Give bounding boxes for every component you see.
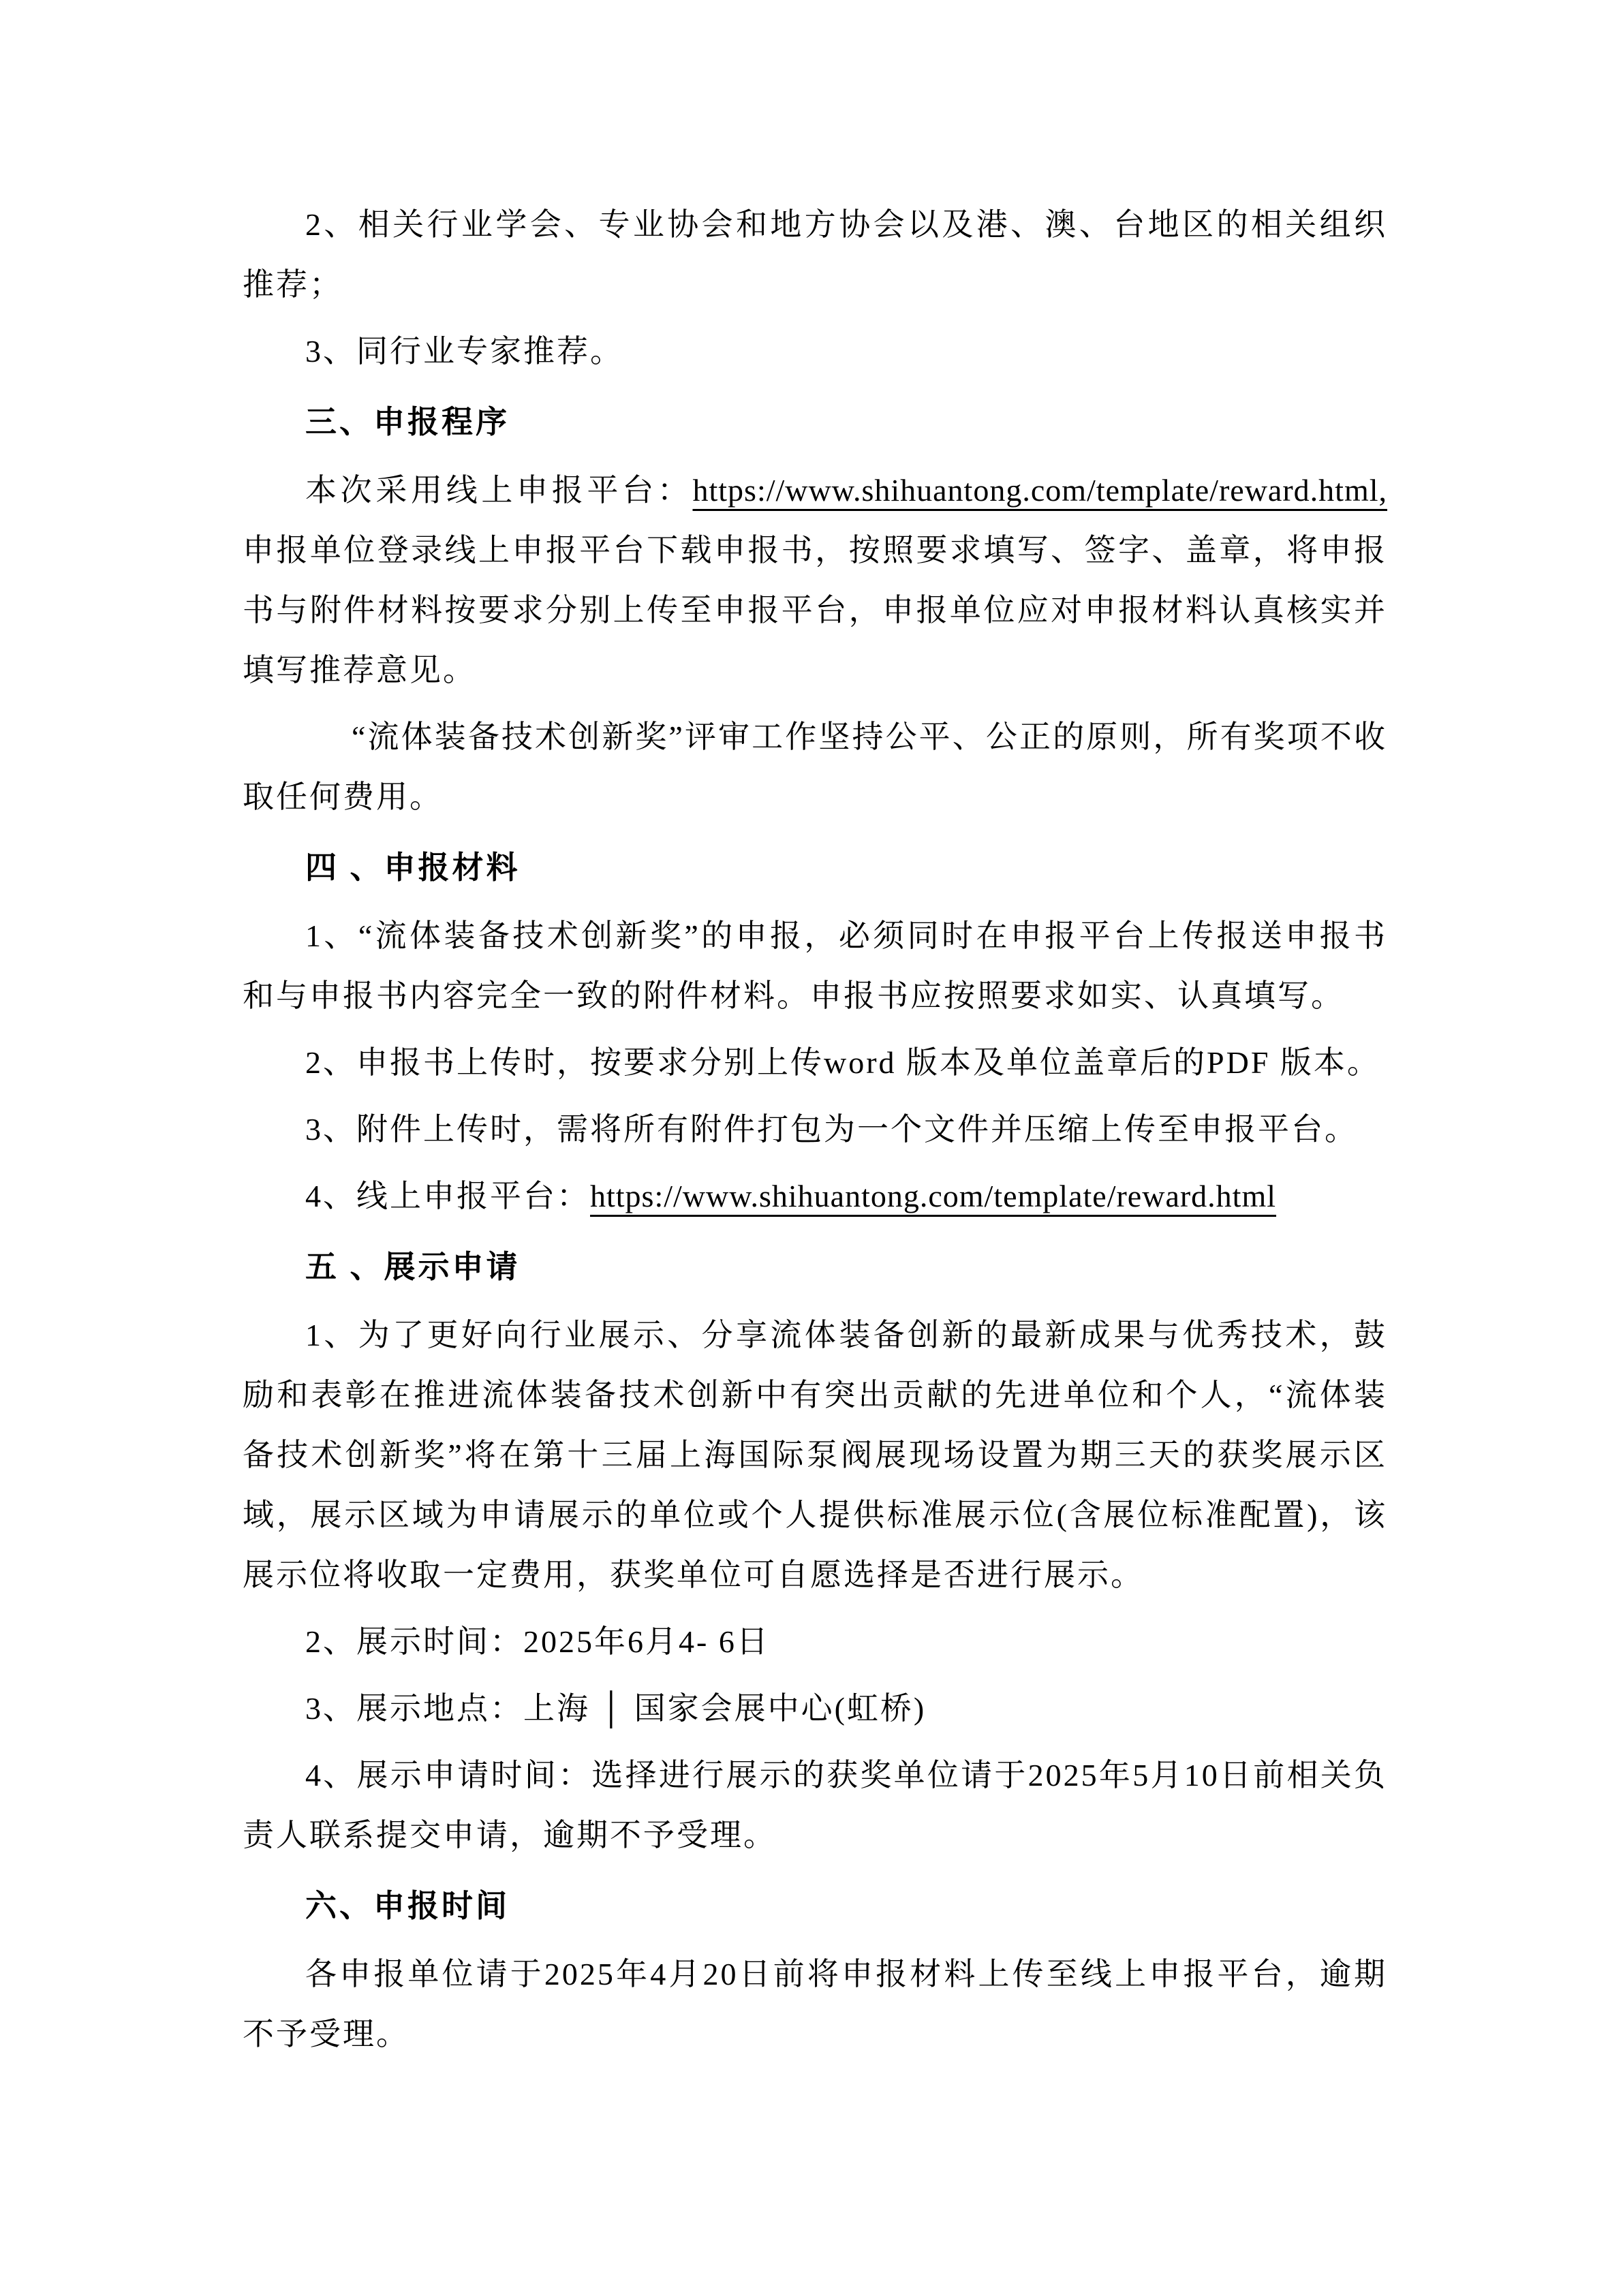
paragraph-text: 各申报单位请于2025年4月20日前将申报材料上传至线上申报平台，逾期不予受理。 [243,1957,1387,2051]
paragraph-text: 1、为了更好向行业展示、分享流体装备创新的最新成果与优秀技术，鼓励和表彰在推进流体装备技术创新中有突出贡献的先进单位和个人，“流体装备技术创新奖”将在第十三届上海国际泵阀展现场设置为期三天的获奖展示区域，展示区域为申请展示的单位或个人提供标准展示位(含展位标准配置)，该展示位将收取一定费用，获奖单位可自愿选择是否进行展示。 [243,1318,1387,1592]
paragraph-text: “流体装备技术创新奖”评审工作坚持公平、公正的原则，所有奖项不收取任何费用。 [243,719,1387,814]
paragraph [243,1746,1387,1865]
paragraph-text: 2、申报书上传时，按要求分别上传word 版本及单位盖章后的PDF 版本。 [305,1045,1380,1080]
paragraph-text: 4、线上申报平台： [305,1179,590,1213]
heading-text: 四 、申报材料 [305,850,521,885]
paragraph [243,1612,1387,1672]
section-heading [243,1876,1387,1936]
heading-text: 六、申报时间 [305,1889,510,1923]
paragraph-text: 本次采用线上申报平台： [305,473,693,508]
paragraph [243,322,1387,382]
section-heading [243,392,1387,452]
link-url[interactable]: https://www.shihuantong.com/template/reward.html, [692,473,1387,508]
paragraph-text: 3、展示地点：上海 │ 国家会展中心(虹桥) [305,1691,927,1726]
document-body [243,195,1387,2064]
paragraph-text: 1、“流体装备技术创新奖”的申报，必须同时在申报平台上传报送申报书和与申报书内容完全一致的附件材料。申报书应按照要求如实、认真填写。 [243,918,1387,1013]
heading-text: 五 、展示申请 [305,1250,521,1284]
paragraph [243,1944,1387,2064]
paragraph [243,195,1387,315]
link-url[interactable]: https://www.shihuantong.com/template/reward.html [590,1179,1277,1213]
heading-text: 三、申报程序 [305,405,510,439]
paragraph [243,707,1387,827]
paragraph-text: 3、同行业专家推荐。 [305,334,623,369]
paragraph-text: 2、相关行业学会、专业协会和地方协会以及港、澳、台地区的相关组织推荐； [243,207,1387,302]
paragraph [243,461,1387,700]
paragraph [243,1100,1387,1160]
paragraph-text: 4、展示申请时间：选择进行展示的获奖单位请于2025年5月10日前相关负责人联系提交申请，逾期不予受理。 [243,1758,1387,1852]
paragraph [243,1033,1387,1093]
paragraph [243,906,1387,1026]
paragraph [243,1166,1387,1226]
paragraph-text: 申报单位登录线上申报平台下载申报书，按照要求填写、签字、盖章，将申报书与附件材料按要求分别上传至申报平台，申报单位应对申报材料认真核实并填写推荐意见。 [243,533,1387,687]
paragraph [243,1305,1387,1605]
paragraph-text: 2、展示时间：2025年6月4- 6日 [305,1624,770,1659]
paragraph [243,1679,1387,1739]
section-heading [243,1237,1387,1297]
section-heading [243,838,1387,898]
paragraph-text: 3、附件上传时，需将所有附件打包为一个文件并压缩上传至申报平台。 [305,1112,1358,1147]
